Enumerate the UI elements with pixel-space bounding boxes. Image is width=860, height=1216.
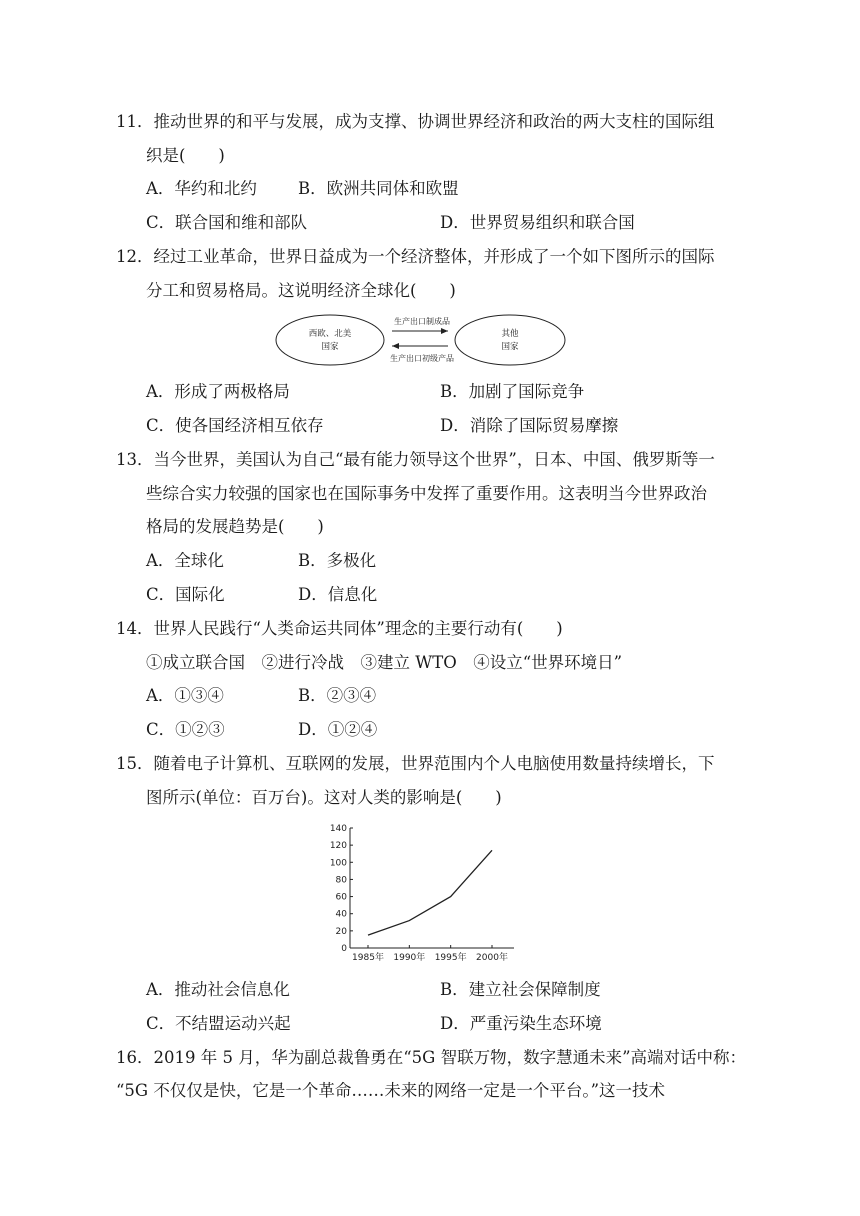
right-country-ellipse xyxy=(455,315,565,365)
q14-option-a: A．①③④ xyxy=(146,686,224,705)
q13-option-a: A．全球化 xyxy=(146,551,224,570)
bottom-arrow-label: 生产出口初级产品 xyxy=(390,354,454,363)
x-tick-label: 1995年 xyxy=(434,953,467,963)
q13-option-d: D．信息化 xyxy=(298,585,378,604)
q12-stem-line1: 12．经过工业革命，世界日益成为一个经济整体，并形成了一个如下图所示的国际 xyxy=(116,247,715,266)
q14-option-d: D．①②④ xyxy=(298,720,378,739)
q15-option-d: D．严重污染生态环境 xyxy=(440,1014,602,1033)
q12-option-b: B．加剧了国际竞争 xyxy=(440,382,585,401)
q11-stem-line1: 11．推动世界的和平与发展，成为支撑、协调世界经济和政治的两大支柱的国际组 xyxy=(116,112,715,131)
q15-option-a: A．推动社会信息化 xyxy=(146,980,290,999)
y-tick-label: 0 xyxy=(341,944,347,954)
q12-stem-line2: 分工和贸易格局。这说明经济全球化( ) xyxy=(146,281,456,300)
trade-pattern-diagram xyxy=(274,310,574,370)
q13-option-c: C．国际化 xyxy=(146,585,225,604)
left-country-ellipse xyxy=(276,315,384,365)
left-country-label-1: 西欧、北美 xyxy=(308,329,352,339)
x-tick-label: 2000年 xyxy=(476,953,508,963)
q15-stem-line1: 15．随着电子计算机、互联网的发展，世界范围内个人电脑使用数量持续增长，下 xyxy=(116,754,715,773)
y-tick-label: 120 xyxy=(329,841,347,852)
q12-option-d: D．消除了国际贸易摩擦 xyxy=(440,416,619,435)
q12-option-a: A．形成了两极格局 xyxy=(146,382,290,401)
series-line xyxy=(368,850,492,935)
q13-option-b: B．多极化 xyxy=(298,551,377,570)
top-arrow-label: 生产出口制成品 xyxy=(394,317,450,326)
right-country-label-1: 其他 xyxy=(501,329,519,339)
y-tick-label: 100 xyxy=(329,858,347,869)
y-tick-label: 40 xyxy=(335,909,347,920)
left-country-label-2: 国家 xyxy=(321,342,339,352)
q11-stem-line2: 织是( ) xyxy=(146,146,225,165)
right-country-label-2: 国家 xyxy=(501,342,519,352)
y-tick-label: 20 xyxy=(335,926,347,937)
x-tick-label: 1990年 xyxy=(393,953,426,963)
q13-stem-line3: 格局的发展趋势是( ) xyxy=(146,517,324,536)
q14-option-b: B．②③④ xyxy=(298,686,377,705)
pc-usage-line-chart xyxy=(318,820,528,970)
y-tick-label: 140 xyxy=(329,824,347,834)
q11-option-b: B．欧洲共同体和欧盟 xyxy=(298,179,459,198)
q11-option-d: D．世界贸易组织和联合国 xyxy=(440,213,635,232)
q16-stem-line1: 16．2019 年 5 月，华为副总裁鲁勇在“5G 智联万物，数字慧通未来”高端对话中称： xyxy=(116,1048,747,1067)
q16-stem-line2: “5G 不仅仅是快，它是一个革命……未来的网络一定是一个平台。”这一技术 xyxy=(116,1081,666,1100)
q14-items: ①成立联合国 ②进行冷战 ③建立 WTO ④设立“世界环境日” xyxy=(146,653,623,672)
q15-option-b: B．建立社会保障制度 xyxy=(440,980,601,999)
q13-stem-line1: 13．当今世界，美国认为自己“最有能力领导这个世界”，日本、中国、俄罗斯等一 xyxy=(116,450,715,469)
q14-stem-line1: 14．世界人民践行“人类命运共同体”理念的主要行动有( ) xyxy=(116,619,563,638)
y-tick-label: 80 xyxy=(335,875,347,886)
q12-option-c: C．使各国经济相互依存 xyxy=(146,416,324,435)
q14-option-c: C．①②③ xyxy=(146,720,225,739)
q15-stem-line2: 图所示(单位：百万台)。这对人类的影响是( ) xyxy=(146,788,502,807)
y-tick-label: 60 xyxy=(335,892,347,903)
q11-option-a: A．华约和北约 xyxy=(146,179,257,198)
x-tick-label: 1985年 xyxy=(352,953,384,963)
q13-stem-line2: 些综合实力较强的国家也在国际事务中发挥了重要作用。这表明当今世界政治 xyxy=(146,484,707,503)
q11-option-c: C．联合国和维和部队 xyxy=(146,213,308,232)
q15-option-c: C．不结盟运动兴起 xyxy=(146,1014,291,1033)
